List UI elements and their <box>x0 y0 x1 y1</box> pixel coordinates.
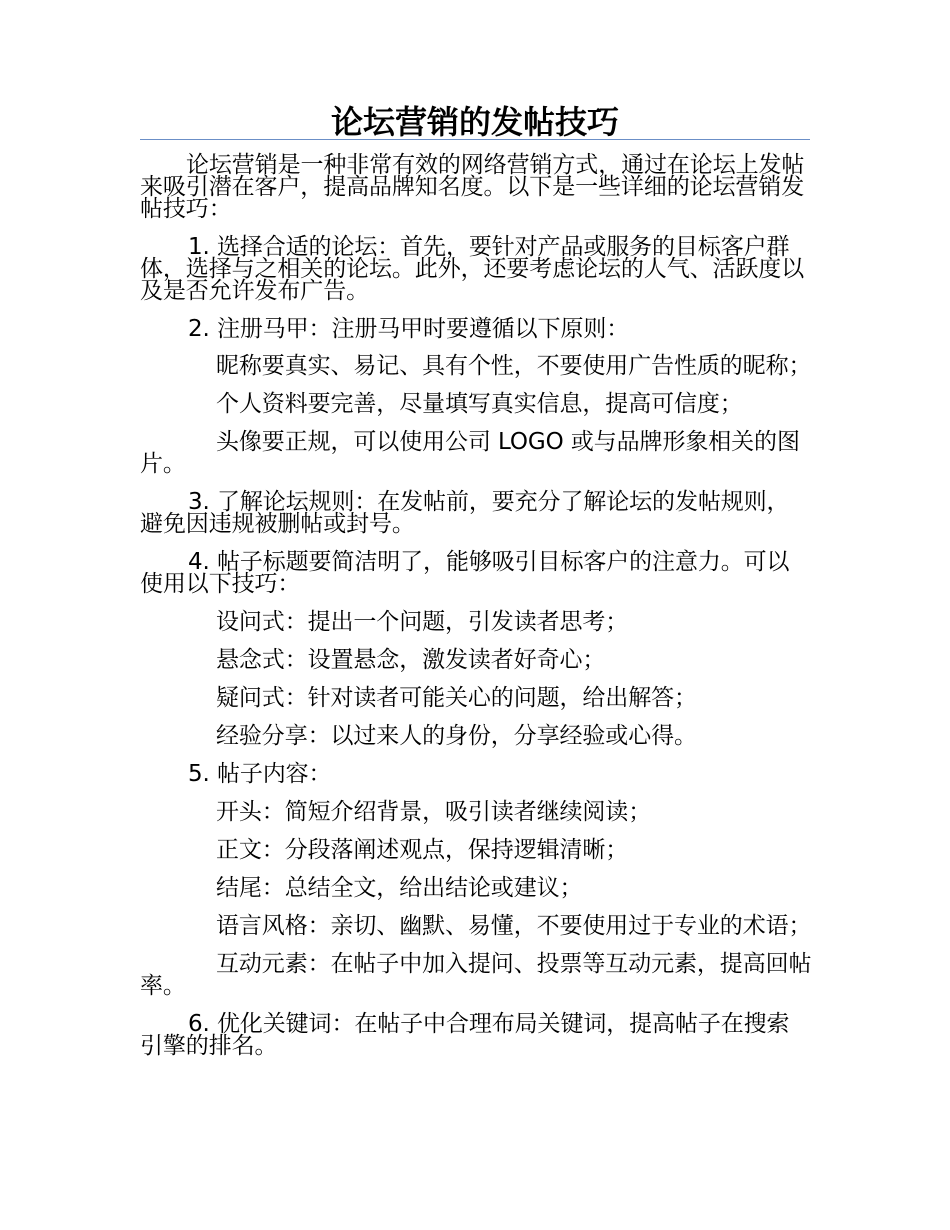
subitem-rhetorical: 设问式：提出一个问题，引发读者思考； <box>216 609 629 635</box>
subitem-avatar: 头像要正规，可以使用公司 LOGO 或与品牌形象相关的图片。 <box>140 429 800 477</box>
title-underline <box>140 139 810 140</box>
section-3-paragraph: 3. 了解论坛规则：在发帖前，要充分了解论坛的发帖规则，避免因违规被删帖或封号。 <box>140 489 790 537</box>
subitem-body: 正文：分段落阐述观点，保持逻辑清晰； <box>216 837 629 863</box>
document-body <box>140 154 812 1073</box>
section-4-paragraph: 4. 帖子标题要简洁明了，能够吸引目标客户的注意力。可以使用以下技巧： <box>140 549 790 597</box>
subitem-experience: 经验分享：以过来人的身份，分享经验或心得。 <box>216 723 697 749</box>
subitem-suspense: 悬念式：设置悬念，激发读者好奇心； <box>216 647 606 673</box>
subitem-opening: 开头：简短介绍背景，吸引读者继续阅读； <box>216 799 652 825</box>
section-2-paragraph: 2. 注册马甲：注册马甲时要遵循以下原则： <box>188 316 630 342</box>
intro-paragraph: 论坛营销是一种非常有效的网络营销方式，通过在论坛上发帖来吸引潜在客户，提高品牌知名度。以下是一些详细的论坛营销发帖技巧： <box>140 152 805 222</box>
subitem-question: 疑问式：针对读者可能关心的问题，给出解答； <box>216 685 697 711</box>
section-6-paragraph: 6. 优化关键词：在帖子中合理布局关键词，提高帖子在搜索引擎的排名。 <box>140 1011 790 1059</box>
subitem-language-style: 语言风格：亲切、幽默、易懂，不要使用过于专业的术语； <box>216 913 812 939</box>
section-5-paragraph: 5. 帖子内容： <box>188 761 332 787</box>
subitem-interaction: 互动元素：在帖子中加入提问、投票等互动元素，提高回帖率。 <box>140 951 812 999</box>
section-1-paragraph: 1. 选择合适的论坛：首先，要针对产品或服务的目标客户群体，选择与之相关的论坛。此外，还要考虑论坛的人气、活跃度以及是否允许发布广告。 <box>140 234 805 304</box>
subitem-profile: 个人资料要完善，尽量填写真实信息，提高可信度； <box>216 391 743 417</box>
subitem-nickname: 昵称要真实、易记、具有个性，不要使用广告性质的昵称； <box>216 353 812 379</box>
document-title: 论坛营销的发帖技巧 <box>330 103 619 141</box>
subitem-ending: 结尾：总结全文，给出结论或建议； <box>216 875 583 901</box>
